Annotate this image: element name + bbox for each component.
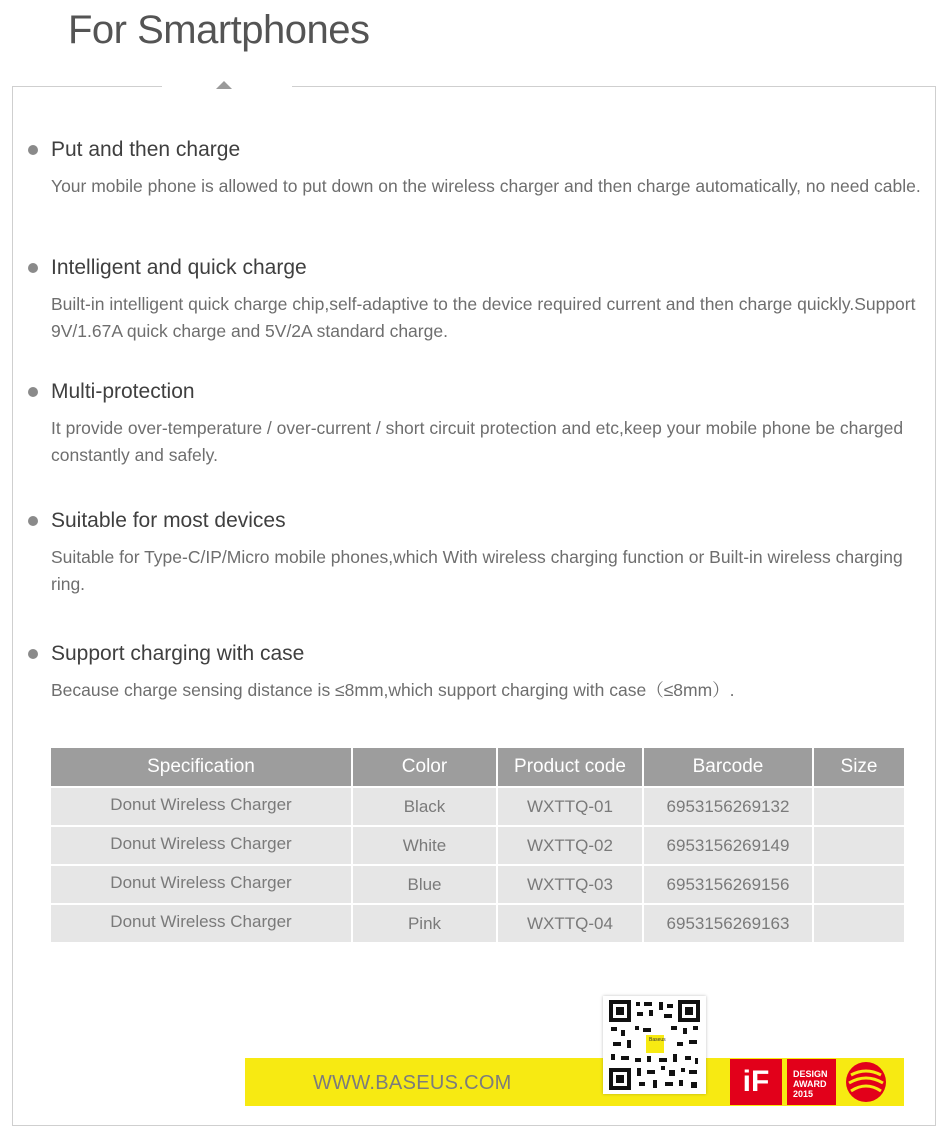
feature-description: Because charge sensing distance is ≤8mm,which support charging with case（≤8mm）. [51, 680, 735, 700]
content-frame [12, 86, 936, 1126]
feature-suitable-devices [28, 509, 928, 598]
cell-barcode: 6953156269163 [644, 905, 812, 944]
feature-quick-charge [28, 256, 928, 345]
feature-heading: Support charging with case [51, 642, 305, 665]
cell-size [814, 827, 904, 866]
qr-logo-text: Baseus [649, 1037, 666, 1043]
design-award-badge [787, 1059, 836, 1105]
header-product-code: Product code [498, 748, 642, 788]
bullet-icon [28, 649, 38, 659]
table-row [51, 827, 904, 866]
feature-charging-with-case [28, 642, 928, 704]
table-header-row [51, 748, 904, 788]
cell-specification: Donut Wireless Charger [51, 788, 351, 827]
design-award-line: DESIGN [793, 1069, 828, 1079]
red-dot-logo [843, 1059, 889, 1105]
spec-table [49, 748, 906, 944]
qr-code-icon [603, 996, 706, 1094]
cell-product-code: WXTTQ-03 [498, 866, 642, 905]
header-specification: Specification [51, 748, 351, 788]
cell-product-code: WXTTQ-01 [498, 788, 642, 827]
page-title: For Smartphones [68, 8, 370, 52]
cell-color: White [353, 827, 496, 866]
if-design-award-logo: iF [730, 1059, 782, 1105]
bullet-icon [28, 263, 38, 273]
cell-barcode: 6953156269132 [644, 788, 812, 827]
cell-size [814, 788, 904, 827]
feature-description: Suitable for Type-C/IP/Micro mobile phones,which With wireless charging function or Built-in wireless charging ring. [51, 547, 903, 594]
cell-specification: Donut Wireless Charger [51, 905, 351, 944]
cell-color: Pink [353, 905, 496, 944]
design-award-line: 2015 [793, 1089, 814, 1099]
feature-description: Built-in intelligent quick charge chip,self-adaptive to the device required current and then charge quickly.Support 9V/1.67A quick charge and 5V/2A standard charge. [51, 294, 916, 341]
table-row [51, 905, 904, 944]
cell-size [814, 866, 904, 905]
cell-product-code: WXTTQ-04 [498, 905, 642, 944]
cell-color: Black [353, 788, 496, 827]
cell-barcode: 6953156269156 [644, 866, 812, 905]
cell-specification: Donut Wireless Charger [51, 866, 351, 905]
caret-up-icon [216, 81, 232, 89]
design-award-line: AWARD [793, 1079, 827, 1089]
cell-product-code: WXTTQ-02 [498, 827, 642, 866]
table-row [51, 866, 904, 905]
website-link[interactable]: WWW.BASEUS.COM [313, 1072, 512, 1094]
header-color: Color [353, 748, 496, 788]
header-size: Size [814, 748, 904, 788]
feature-description: Your mobile phone is allowed to put down on the wireless charger and then charge automatically, no need cable. [51, 176, 921, 196]
feature-put-and-charge [28, 138, 928, 200]
bullet-icon [28, 516, 38, 526]
feature-heading: Multi-protection [51, 380, 195, 403]
cell-specification: Donut Wireless Charger [51, 827, 351, 866]
feature-heading: Intelligent and quick charge [51, 256, 307, 279]
feature-heading: Put and then charge [51, 138, 241, 161]
header-barcode: Barcode [644, 748, 812, 788]
bullet-icon [28, 145, 38, 155]
cell-color: Blue [353, 866, 496, 905]
feature-multi-protection [28, 380, 928, 469]
feature-description: It provide over-temperature / over-current / short circuit protection and etc,keep your mobile phone be charged constantly and safely. [51, 418, 904, 465]
cell-barcode: 6953156269149 [644, 827, 812, 866]
feature-heading: Suitable for most devices [51, 509, 286, 532]
table-row [51, 788, 904, 827]
cell-size [814, 905, 904, 944]
bullet-icon [28, 387, 38, 397]
